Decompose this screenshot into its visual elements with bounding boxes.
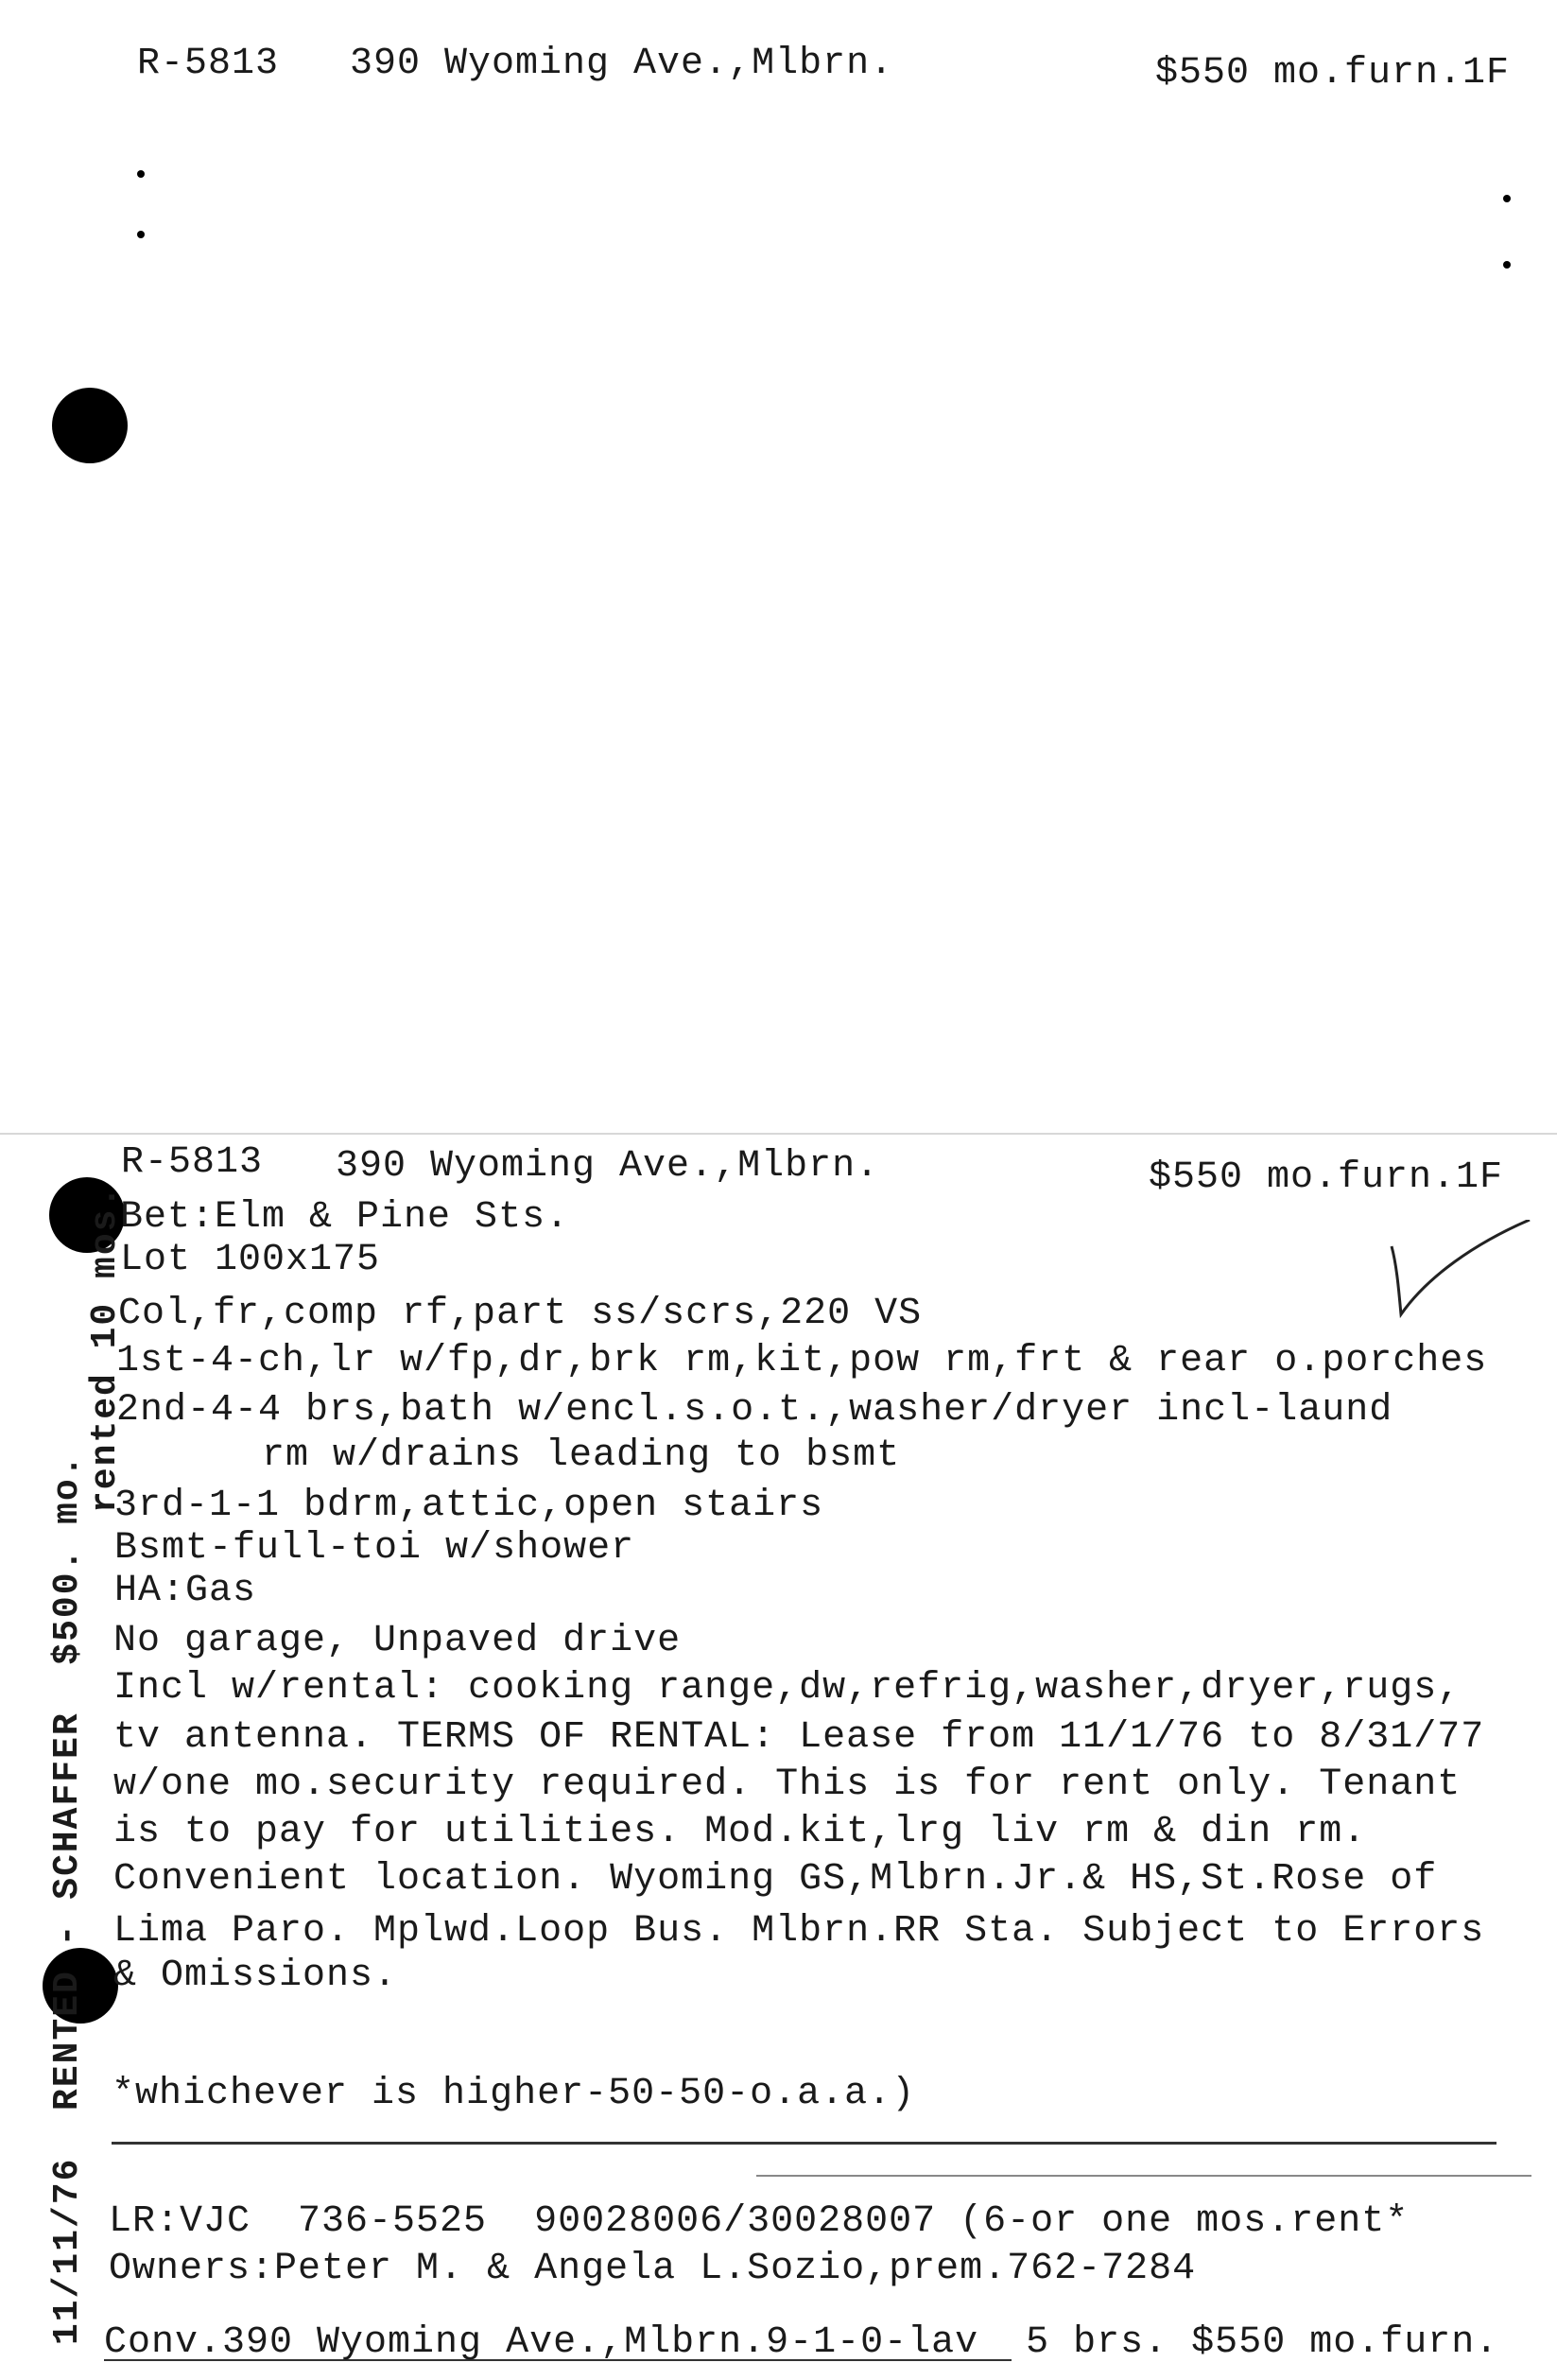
speck (137, 170, 145, 178)
listing-line: Lima Paro. Mplwd.Loop Bus. Mlbrn.RR Sta. Subject to Errors (113, 1910, 1485, 1953)
owners-line: Owners:Peter M. & Angela L.Sozio,prem.762-7284 (109, 2248, 1197, 2290)
listing-line: 1st-4-ch,lr w/fp,dr,brk rm,kit,pow rm,frt & rear o.porches (116, 1340, 1488, 1382)
divider-line-faint (756, 2175, 1531, 2177)
rented-side-note: 11/11/76 RENTED - SCHAFFER $500. mo. (47, 1453, 88, 2345)
listing-line: Bsmt-full-toi w/shower (114, 1527, 635, 1570)
listing-line: tv antenna. TERMS OF RENTAL: Lease from 11/1/76 to 8/31/77 (113, 1716, 1485, 1759)
main-card-ref: R-5813 (121, 1141, 264, 1184)
listing-line: No garage, Unpaved drive (113, 1620, 682, 1662)
listing-rep-line: LR:VJC 736-5525 90028006/30028007 (6-or one mos.rent* (109, 2200, 1410, 2243)
speck (1503, 195, 1511, 202)
footnote-line: *whichever is higher-50-50-o.a.a.) (112, 2073, 916, 2115)
divider-line (112, 2142, 1496, 2145)
listing-line: Incl w/rental: cooking range,dw,refrig,washer,dryer,rugs, (113, 1667, 1462, 1710)
listing-line: Convenient location. Wyoming GS,Mlbrn.Jr.& HS,St.Rose of (113, 1858, 1438, 1901)
punch-hole (52, 388, 128, 463)
listing-line: Col,fr,comp rf,part ss/scrs,220 VS (118, 1293, 923, 1335)
listing-line: HA:Gas (114, 1570, 257, 1612)
top-card-ref: R-5813 (137, 43, 280, 85)
top-card-price: $550 mo.furn.1F (1155, 52, 1511, 95)
listing-line: w/one mo.security required. This is for rent only. Tenant (113, 1763, 1462, 1806)
listing-line: Lot 100x175 (120, 1239, 381, 1281)
listing-line: 2nd-4-4 brs,bath w/encl.s.o.t.,washer/dryer incl-laund (116, 1389, 1393, 1432)
speck (1503, 261, 1511, 269)
listing-line: 3rd-1-1 bdrm,attic,open stairs (114, 1485, 824, 1527)
main-card-address: 390 Wyoming Ave.,Mlbrn. (336, 1145, 880, 1188)
rented-duration-note: rented 10 mos. (85, 1184, 126, 1513)
listing-line: & Omissions. (113, 1954, 398, 1997)
listing-line: rm w/drains leading to bsmt (262, 1434, 901, 1477)
speck (137, 231, 145, 238)
top-card-address: 390 Wyoming Ave.,Mlbrn. (350, 43, 894, 85)
listing-line: Bet:Elm & Pine Sts. (120, 1196, 570, 1239)
conv-summary-line: Conv.390 Wyoming Ave.,Mlbrn.9-1-0-lav 5 brs. $550 mo.furn. (104, 2321, 1499, 2364)
checkmark-icon (1390, 1220, 1531, 1324)
main-card-price: $550 mo.furn.1F (1149, 1156, 1504, 1199)
card-edge (0, 1133, 1557, 1135)
listing-line: is to pay for utilities. Mod.kit,lrg liv rm & din rm. (113, 1811, 1367, 1853)
